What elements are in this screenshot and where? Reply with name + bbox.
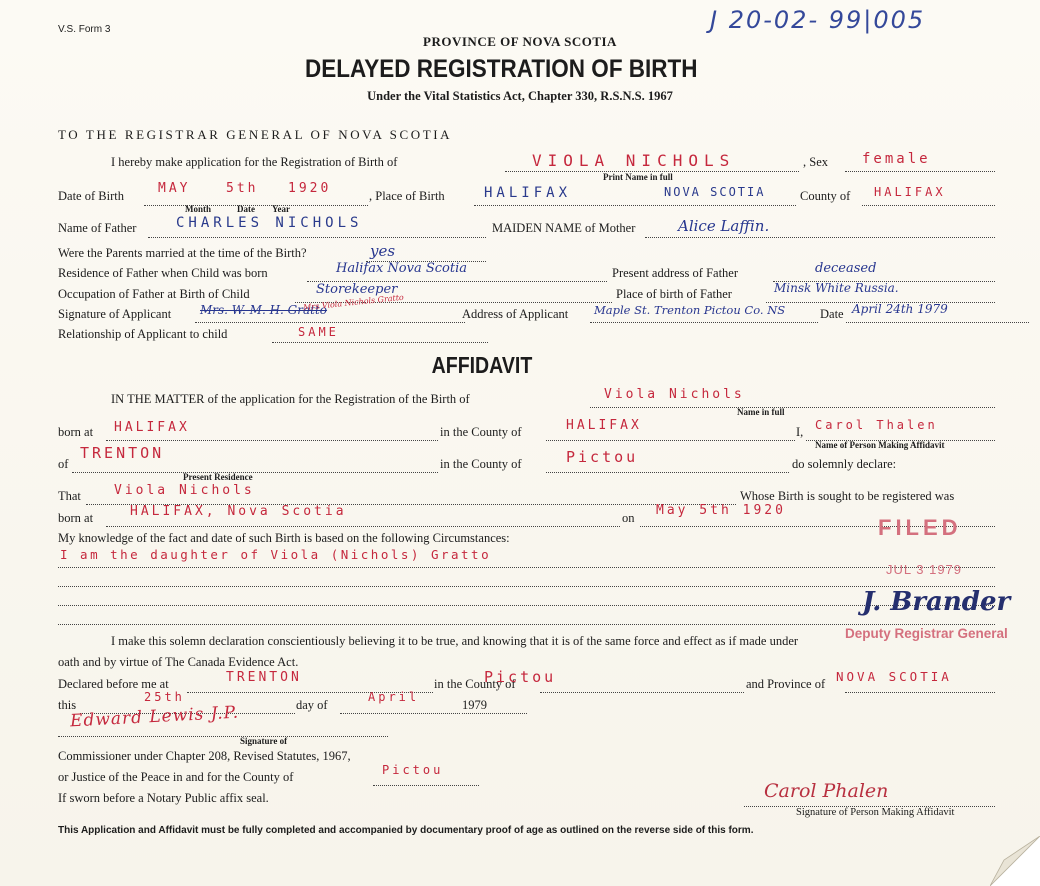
label-address: Address of Applicant [462, 307, 569, 321]
filed-stamp-date: JUL 3 1979 [886, 562, 963, 577]
sex-line [845, 171, 995, 172]
county-value: HALIFAX [874, 185, 946, 199]
affidavit-county: HALIFAX [566, 418, 642, 433]
filed-stamp: FILED [878, 515, 962, 540]
child-name: VIOLA NICHOLS [532, 151, 736, 170]
present-address-value: deceased [815, 261, 877, 276]
that-name: Viola Nichols [114, 483, 255, 498]
caption-residence: Present Residence [183, 472, 253, 482]
relationship-line [272, 342, 488, 343]
dob-year: 1920 [288, 181, 332, 196]
label-residence: Residence of Father when Child was born [58, 266, 268, 280]
declared-province: NOVA SCOTIA [836, 669, 952, 684]
label-year: 1979 [462, 698, 487, 712]
father-line [148, 237, 486, 238]
applicant-address: Maple St. Trenton Pictou Co. NS [594, 303, 786, 317]
form-number: V.S. Form 3 [58, 24, 111, 35]
married-value: yes [370, 242, 396, 260]
born-at-line-2 [106, 526, 620, 527]
residence-line-2 [72, 472, 438, 473]
affidavit-name: Viola Nichols [604, 387, 745, 402]
form-subtitle: Under the Vital Statistics Act, Chapter 330, R.S.N.S. 1967 [367, 89, 673, 103]
circumstances-line-2 [58, 586, 995, 587]
circumstances-text: I am the daughter of Viola (Nichols) Gratto [60, 547, 492, 562]
label-sex: , Sex [803, 155, 828, 169]
application-date: April 24th 1979 [852, 302, 948, 316]
label-occupation: Occupation of Father at Birth of Child [58, 287, 250, 301]
file-number: J 20-02- 99|005 [710, 6, 926, 34]
label-father-birthplace: Place of birth of Father [616, 287, 732, 301]
mother-line [645, 237, 995, 238]
circumstances-line-1 [58, 567, 995, 568]
declared-day: 25th [144, 690, 185, 704]
sex-value: female [862, 151, 931, 167]
county-line-2 [546, 440, 795, 441]
label-present-address: Present address of Father [612, 266, 739, 280]
born-at-line [106, 440, 438, 441]
applicant-signature: Mrs. W. M. H. Gratto [200, 303, 328, 317]
circumstances-line-3 [58, 605, 995, 606]
label-commissioner: Commissioner under Chapter 208, Revised Statutes, 1967, [58, 749, 351, 763]
dob-month: MAY [158, 181, 191, 196]
address-line [590, 322, 818, 323]
residence-value: Halifax Nova Scotia [336, 261, 468, 276]
label-signature: Signature of Applicant [58, 307, 172, 321]
form-title: DELAYED REGISTRATION OF BIRTH [305, 55, 698, 83]
label-father: Name of Father [58, 221, 137, 235]
caption-signature-of: Signature of [240, 736, 288, 746]
label-on: on [622, 511, 635, 525]
label-that: That [58, 489, 81, 503]
pob-city: HALIFAX [484, 185, 572, 201]
born-on-value: May 5th 1920 [656, 503, 786, 518]
label-province: and Province of [746, 677, 826, 691]
signature-line [195, 322, 465, 323]
label-notary: If sworn before a Notary Public affix seal. [58, 791, 269, 805]
pob-line [474, 205, 796, 206]
commissioner-signature-line [58, 736, 388, 737]
justice-county-line [373, 785, 479, 786]
label-in-county: in the County of [440, 425, 522, 439]
county-line [862, 205, 995, 206]
justice-county: Pictou [382, 763, 444, 777]
declared-month: April [368, 690, 420, 704]
month-line [340, 713, 460, 714]
caption-year: Year [272, 204, 290, 214]
mother-name: Alice Laffin. [678, 217, 770, 235]
label-whose-birth: Whose Birth is sought to be registered was [740, 489, 955, 503]
county-line-4 [540, 692, 744, 693]
affiant-residence: TRENTON [80, 444, 165, 462]
relationship-value: SAME [298, 325, 339, 339]
label-i: I, [796, 425, 804, 439]
father-name: CHARLES NICHOLS [176, 215, 363, 231]
label-apply: I hereby make application for the Registration of Birth of [111, 155, 398, 169]
caption-affiant-signature: Signature of Person Making Affidavit [796, 807, 955, 818]
label-date: Date [820, 307, 844, 321]
label-born-at-2: born at [58, 511, 94, 525]
affidavit-county-2: Pictou [566, 448, 639, 466]
affidavit-heading: AFFIDAVIT [431, 352, 533, 378]
province-line [845, 692, 995, 693]
label-day-of: day of [296, 698, 328, 712]
county-line-3 [546, 472, 789, 473]
matter-line [590, 407, 995, 408]
label-justice: or Justice of the Peace in and for the County of [58, 770, 294, 784]
signature-correction: Mrs Viola Nichols Gratto [302, 292, 405, 313]
caption-print-name: Print Name in full [603, 172, 673, 182]
caption-date: Date [237, 204, 255, 214]
label-declare: do solemnly declare: [792, 457, 897, 471]
dob-line [144, 205, 368, 206]
label-married: Were the Parents married at the time of the Birth? [58, 246, 307, 260]
label-in-county-2: in the County of [440, 457, 522, 471]
born-at-value-2: HALIFAX, Nova Scotia [130, 504, 347, 519]
born-at-value: HALIFAX [114, 420, 190, 435]
circumstances-line-4 [58, 624, 995, 625]
footer-notice: This Application and Affidavit must be fully completed and accompanied by documentary proof of age as outlined on the reverse side of this form. [58, 825, 754, 836]
affiant-name: Carol Thalen [815, 418, 938, 432]
caption-name-full: Name in full [737, 407, 785, 417]
label-pob: , Place of Birth [369, 189, 445, 203]
label-matter: IN THE MATTER of the application for the Registration of the Birth of [111, 392, 470, 406]
occupation-value: Storekeeper [316, 282, 398, 297]
label-mother: MAIDEN NAME of Mother [492, 221, 636, 235]
folded-corner [990, 836, 1040, 886]
affiant-signature: Carol Phalen [764, 780, 889, 802]
label-of: of [58, 457, 69, 471]
pob-province: NOVA SCOTIA [664, 185, 766, 199]
label-knowledge: My knowledge of the fact and date of such Birth is based on the following Circumstances: [58, 531, 510, 545]
label-relationship: Relationship of Applicant to child [58, 327, 228, 341]
label-dob: Date of Birth [58, 189, 124, 203]
commissioner-signature: Edward Lewis J.P. [69, 702, 240, 732]
caption-month: Month [185, 204, 212, 214]
year-line [462, 713, 527, 714]
father-birthplace-value: Minsk White Russia. [774, 281, 899, 295]
label-this: this [58, 698, 77, 712]
province-heading: PROVINCE OF NOVA SCOTIA [423, 34, 617, 49]
caption-affiant: Name of Person Making Affidavit [815, 440, 945, 450]
dob-date: 5th [226, 181, 259, 196]
filed-stamp-title: Deputy Registrar General [845, 626, 1008, 641]
registrar-signature: J. Brander [862, 587, 1011, 617]
label-solemn-1: I make this solemn declaration conscientiously believing it to be true, and knowing that it is of the same force and effect as if made under [111, 634, 799, 648]
label-county: County of [800, 189, 851, 203]
label-in-county-3: in the County of [434, 677, 516, 691]
declared-county: Pictou [484, 668, 557, 686]
label-declared: Declared before me at [58, 677, 169, 691]
label-solemn-2: oath and by virtue of The Canada Evidence Act. [58, 655, 299, 669]
declared-at-value: TRENTON [226, 670, 302, 685]
date-line [846, 322, 1029, 323]
addressee: TO THE REGISTRAR GENERAL OF NOVA SCOTIA [58, 127, 453, 142]
label-born-at: born at [58, 425, 94, 439]
